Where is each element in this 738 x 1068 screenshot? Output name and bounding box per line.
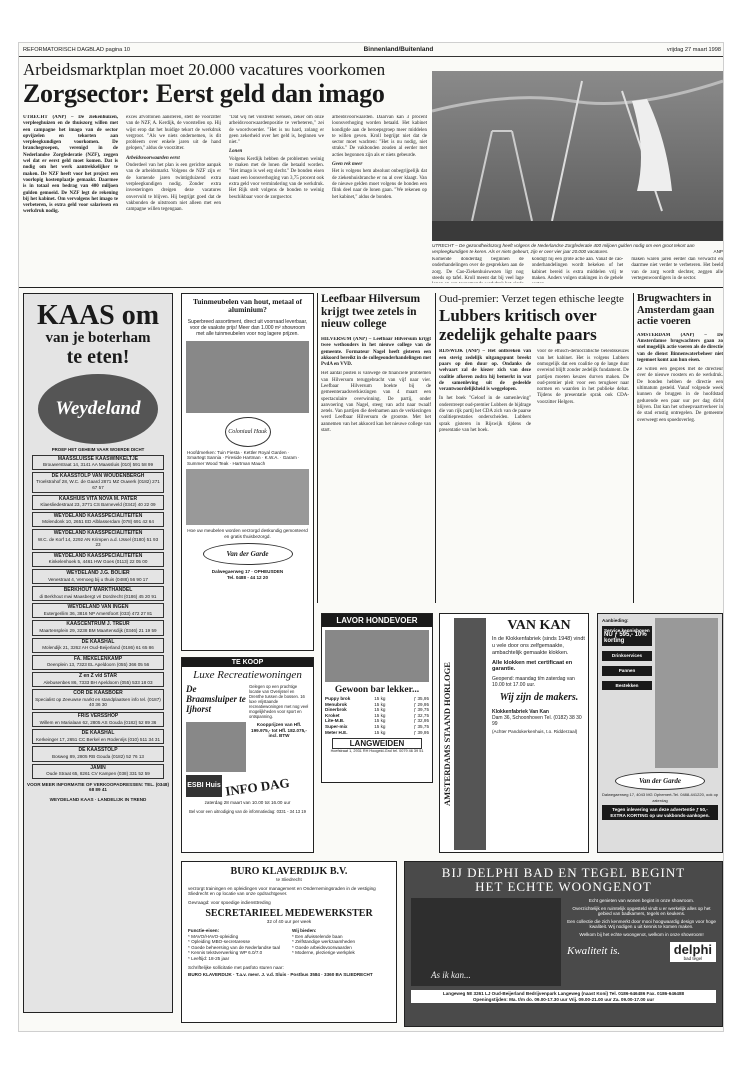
- lavor-cell-w: 15 kg: [374, 729, 386, 735]
- delphi-overlay: As ik kan...: [431, 970, 471, 980]
- delphi-text1: Echt genieten van wonen begint in onze showroom.: [588, 898, 695, 903]
- lavor-cell-p: ƒ 32,95: [413, 718, 429, 724]
- lavor-price-row: [322, 724, 432, 730]
- kaas-title1: KAAS om: [36, 300, 160, 331]
- kaas-store-lines: di Berkhout mwi Maasbergt vri Dordrecht (0186) 45 20 91: [39, 593, 157, 599]
- buro-apply: Schriftelijke sollicitatie met pasfoto sturen naar:: [188, 964, 284, 970]
- lavor-cell-w: 15 kg: [374, 718, 386, 724]
- kaas-store-entry: [32, 529, 164, 550]
- lubbers-kicker: Oud-premier: Verzet tegen ethische leegte: [439, 293, 624, 305]
- brugwachters-article: [637, 293, 723, 593]
- kaas-store-name: KAASCENTRUM J. TREUR: [66, 621, 130, 628]
- tuin-brands-list: Hoofdmerken: Tuin Fiesta · Kettler Royal Garden · Smartegt Sannia · Fireside Hartman · K.W.A. · Garam · Summer Wood Teak · Hartman Mauch: [187, 449, 300, 466]
- kaas-store-lines: Willem en Marialaan 62, 2805 AS Gouda (0182) 52 89 36: [39, 719, 157, 725]
- kaas-store-entry: [32, 455, 164, 470]
- luxe-title: Luxe Recreatiewoningen: [193, 669, 302, 681]
- lavor-tagline: Gewoon bar lekker...: [334, 685, 420, 695]
- buro-list-item: * Moderne, plezierige werkplek: [292, 950, 355, 956]
- kaas-store-entry: [32, 689, 164, 710]
- garden-furniture-photo: [186, 341, 309, 413]
- kaas-store-lines: Molendonk 10, 2651 ED Alblasserdam (078) 691 42 64: [42, 519, 154, 525]
- lead-col6: kondigt hij een grote actie aan. Vanaf de cao-onderhandelingen wordt bekeken of het kabinet bereid is extra middelen vrij te maken. Anders volgen stakingen in de gehele: [531, 257, 624, 281]
- kaas-store-lines: Molendijk 21, 3262 AH Oud-Beijerland (0186) 61 65 86: [42, 645, 154, 651]
- delphi-headline2: HET ECHTE WOONGENOT: [475, 879, 652, 894]
- lavor-cell-name: Puppy brok: [325, 696, 351, 701]
- photo-caption-text: UTRECHT – De gezondheidszorg heeft volgens de Nederlandse Zorgfederatie 400 miljoen gulden nodig om een groot tekort aan verpleegkundigen te keren. Als er niets gebeurt, zijn er over vier jaar 20.000 vacatures.: [432, 243, 695, 254]
- hilversum-article: [321, 293, 431, 593]
- kaas-store-lines: Kinkelenhoek 5, 4461 HW Goes (0113) 22 05 00: [48, 559, 148, 565]
- vankan-footer-name: Klokkenfabriek Van Kan: [492, 709, 549, 716]
- lavor-price-row: [322, 696, 432, 702]
- kaas-store-lines: Oeenplein 13, 7323 EL Apeldoorn (055) 366 05 56: [46, 662, 150, 668]
- buro-seeking: Gevraagd: voor spoedige indiensttreding: [188, 899, 271, 905]
- tuinmeubelen-advertisement: [181, 293, 314, 651]
- kaas-store-name: WEYDELAND KAASSPECIALITEITEN: [53, 529, 143, 536]
- buro-klaverdijk-advertisement: [181, 861, 397, 1023]
- header-left: REFORMATORISCH DAGBLAD pagina 10: [23, 46, 131, 53]
- delphi-advertisement: [404, 861, 723, 1027]
- kaas-store-entry: [32, 495, 164, 510]
- luxe-tekoop: TE KOOP: [182, 658, 313, 667]
- vankan-side: AMSTERDAMS STAAND HORLOGE: [442, 662, 452, 806]
- kaas-store-entry: [32, 638, 164, 653]
- hilversum-title: Leefbaar Hilversum krijgt twee zetels in nieuw college: [321, 293, 421, 331]
- buro-list-item: * Een afwisselende baan: [292, 933, 343, 939]
- buro-list-item: * Goede beheersing van de Nederlandse taal: [188, 944, 280, 950]
- porselein-promo-title: Service kennisboven: [604, 627, 650, 633]
- kaas-store-name: FA. MEKELENKAMP: [73, 655, 123, 662]
- buro-title: BURO KLAVERDIJK B.V.: [230, 866, 348, 877]
- lead-col3b: Volgens Kerdijk hebben de problemen weinig te maken met de lonen die betaald worden. "Het imago is wel erg slecht." De bonden eisen naast een loonsverhoging van 3,75 procent ook extra geld voor vermindering van de werkdruk. Het Rijk stelt volgens de bonden te weinig beschikbaar voor de zorgsector.: [229, 156, 324, 200]
- kaas-footer: VOOR MEER INFORMATIE OF VERKOOPADRESSEN: TEL. (0348) 68 89 41: [27, 781, 169, 793]
- kaas-store-entry: [32, 569, 164, 584]
- kaas-tagline: PROEF HET GEHEIM VAAR WOERDE DICHT: [51, 447, 145, 452]
- lavor-cell-name: Meter H.E.: [325, 729, 348, 735]
- delphi-brand: delphi: [673, 941, 712, 957]
- kaas-store-lines: Eutergerilim 36, 3816 NP Amersfoort (033) 472 27 81: [43, 610, 153, 616]
- kaas-store-entry: [32, 712, 164, 727]
- cheese-logo: [38, 374, 158, 444]
- lead-col4: arbeidsvoorwaarden. Daarvan kan 3 procent loonsverhoging worden betaald. Het kabinet kondigde aan de beroepsgroep meer middelen te willen geven. Kroll begrijpt niet dat de sector moet wachten: "Het is nu nodig, niet straks." De vakbonden zouden al eerder met acties begonnen zijn als er niets gebeurde.: [332, 115, 427, 158]
- kaas-store-name: WEYDELAND VAN INGEN: [67, 604, 129, 611]
- buro-list-item: * Zelfstandige werkzaamheden: [292, 939, 356, 945]
- lavor-cell-name: Kroket: [325, 712, 340, 718]
- lead-headline: Zorgsector: Eerst geld dan imago: [23, 79, 385, 108]
- kaas-bottom: WEYDELAND KAAS · LANDELIJK IN TREND: [49, 796, 147, 802]
- porselein-addr: Dalwegaerweg 17, 4043 MG Ophemert-Tel. 0488-441220, ook op zaterdag: [601, 792, 719, 803]
- lubbers-title: Lubbers kritisch over zedelijk gehalte paars: [439, 306, 597, 344]
- dogs-photo: [325, 630, 429, 682]
- kaas-brand: Weydeland: [55, 398, 141, 419]
- kaas-store-entry: [32, 620, 164, 635]
- kaas-store-entry: [32, 603, 164, 618]
- luxe-body: Gelegen op een prachtige locatie van Overijssel en Drenthe tussen de bossen. 16 luxe vrijstaande recreatiewoningen met nog veel mogelijkheden voor sport en ontspanning.: [249, 684, 309, 719]
- kaas-store-lines: Klaesliedestraat 23, 3771 CS Barneveld (0342) 40 22 09: [40, 502, 156, 508]
- luxe-prices: Koopprijzen van Hfl. 199.975,- tot Hfl. 182.075,- incl. BTW: [251, 722, 307, 739]
- luxe-sub: De Braamsluiper te Ijhorst: [186, 684, 246, 714]
- tuin-open: Dalwegaerweg 17 · OPHEUSDEN: [211, 569, 284, 575]
- lavor-cell-p: ƒ 29,95: [413, 701, 429, 707]
- lead-col5: Komende donderdag beginnen de onderhandelingen over de gesprekken aan de zorg. De Cao-Ziekenhuiswezen ligt nog steeds op tafel. Kroll meent dat bij veel lage: [432, 257, 524, 281]
- kaas-store-entry: [32, 764, 164, 779]
- lead-col4-subhead: Geen rek meer: [332, 162, 363, 168]
- lavor-cell-p: ƒ 32,75: [413, 712, 429, 718]
- luxe-infodag: INFO DAG: [224, 774, 291, 799]
- lavor-advertisement: [321, 613, 433, 783]
- porselein-tag: Pannen: [602, 666, 652, 676]
- kaas-store-name: MAASSLUISSE KAASWINKELTJE: [57, 455, 139, 462]
- lavor-cell-p: ƒ 39,95: [413, 729, 429, 735]
- lubbers-col2: voor de ethisch-democratische beleidskeuzes van het kabinet. Het is volgens Lubbers onmogelijk dat een coalitie op de lange duur overeind blijft zonder zedelijk fundament. De partijen moeten keuzes durven maken. De oud-premier pleit voor een terugkeer naar normen en waarden in het publieke debat. Tijdens de presentatie sprak ook CDA-voorzitter Helgers.: [537, 349, 629, 405]
- kaas-store-lines: Alebusenbes 86, 7333 BH Apeldoorn (055) 533 18 03: [43, 679, 153, 685]
- lead-col3: "Dat wij het volstrekt wensen, zeker om onze arbeidsvoorwaardenpositie te verbeteren," zei de woordvoerder. "Het is nu hard, zolang er geen zekerheid over het geld is, beginnen we niet.": [229, 115, 324, 146]
- vankan-body1: In de Klokkenfabriek (sinds 1948) vindt u vele door ons zelfgemaakte, ambachtelijk gemaakte klokken.: [492, 636, 585, 656]
- kaas-store-name: DE KAASHAL: [81, 638, 115, 645]
- kaas-store-name: DE KAASSTOLP: [78, 747, 118, 754]
- kaas-store-entry: [32, 672, 164, 687]
- luxe-infodag-when: zaterdag 28 maart van 10.00 tot 16.00 uur: [204, 800, 291, 805]
- kaas-store-entry: [32, 512, 164, 527]
- delphi-hours: Openingstijden: Ma. t/m do. 09.00-17.30 uur Vrij. 09.00-21.00 uur Za. 09.00-17.00 uur: [472, 996, 655, 1002]
- brugwachters-body: Ze willen een gesprek met de directeur over de nieuwe roosters en de werkdruk. De bonden hebben de directie een ultimatum gesteld. Vanaf volgende week kunnen de bruggen in de hoofdstad gedurende een paar uur per dag dicht blijven. Dat kan het scheepvaartverkeer in de stad ernstig ontregelen. De gemeente overweegt een spoedoverleg.: [637, 367, 723, 423]
- lavor-addr: Hoefstraat 1, 2931 RH Hoogeld-Grol tel. 0079 46 39 51: [330, 749, 424, 754]
- buro-offer-list: [292, 934, 390, 956]
- kaas-store-entry: [32, 586, 164, 601]
- vankan-footer-addr: Dam 36, Schoonhoven Tel. (0182) 38 30 99: [492, 715, 582, 728]
- buro-list-item: * MAVO/HAVO-opleiding: [188, 933, 239, 939]
- luxe-contact: Bel voor een uitnodiging van de informatiedag: 0331 - 34 13 19: [189, 808, 306, 814]
- brugwachters-lede: AMSTERDAM (ANP) – De Amsterdamse brugwachters gaan zo snel mogelijk actie voeren als de directie van de dienst Binnenwaterbeheer niet tegemoet komt aan hun eisen.: [637, 332, 723, 363]
- tuin-note: Hoe uw meubelen worden verzorgd deskundig gemonteerd en gratis thuisbezorgd.: [187, 528, 308, 539]
- lavor-cell-w: 15 kg: [374, 712, 386, 718]
- kaas-store-name: WEYDELAND J.G. BOLIER: [66, 569, 130, 576]
- kaas-store-lines: Kerkeinger 17, 2651 CC Berkel en Rodenrijs (010) 511 34 31: [35, 736, 161, 742]
- kaas-advertisement: [23, 293, 173, 1013]
- lavor-cell-w: 15 kg: [374, 696, 386, 701]
- brugwachters-title: Brugwachters in Amsterdam gaan actie voeren: [637, 293, 715, 328]
- hilversum-body: Het aantal posten is vanwege de financiële problemen van Hilversum teruggebracht van vijf naar vier. Leefbaar Hilversum boekte bij de gemeenteraadsverkiezingen van 4 maart een spectaculaire overwinning. De partij, onder aanvoering van Nagel, steeg van acht naar twaalf zetels. Van partijen die deelnamen aan de verkiezingen werd Leefbaar Hilversum de grootste. Met het aannemen van het akkoord kan het nieuwe college van start.: [321, 371, 431, 434]
- lavor-cell-p: ƒ 35,75: [413, 723, 429, 729]
- kaas-store-name: WEYDELAND KAASSPECIALITEITEN: [53, 552, 143, 559]
- patio-photo: [186, 469, 309, 525]
- buro-location: te Sliedrecht: [276, 877, 302, 882]
- lavor-cell-w: 15 kg: [374, 723, 386, 729]
- porselein-footer: Tegen inlevering van deze advertentie ƒ 50,- EXTRA KORTING op uw vakbonds-aankopen.: [602, 805, 718, 820]
- vankan-motto: Wij zijn de makers.: [499, 692, 579, 704]
- kaas-store-entry: [32, 729, 164, 744]
- kaas-store-name: DE KAASSTOLP VAN WOUDENBERGH: [51, 472, 145, 479]
- buro-hours: 32 of 40 uur per week: [266, 919, 312, 925]
- kaas-title3: te eten!: [66, 346, 130, 368]
- kaas-store-entry: [32, 746, 164, 761]
- delphi-text2: Overzichtelijk en ruimtelijk opgesteld vindt u er werkelijk alles op het gebied van badkamers, tegels en keukens.: [572, 905, 711, 917]
- tuin-title: Tuinmeubelen van hout, metaal of aluminium?: [192, 297, 303, 315]
- tuin-shop-logo: Van der Garde: [203, 543, 293, 565]
- lavor-cell-p: ƒ 35,95: [413, 696, 429, 701]
- lubbers-article: [439, 293, 629, 593]
- kaas-store-name: JAMIN: [90, 764, 106, 771]
- lavor-price-row: [322, 707, 432, 713]
- buro-list-item: * Goede arbeidsvoorwaarden: [292, 944, 352, 950]
- delphi-headline1: BIJ DELPHI BAD EN TEGEL BEGINT: [441, 865, 686, 880]
- lead-col2: exces afvoltonen aansteren, stelt de voorzitter van de NZF, A. Kerdijk, de voorstellen op. Hij wijst erop dat het huidige tekort de werkdruk vergroot. "Als we niets ondernemen, is dit probleem over enkele jaren uit de hand gelopen," aldus de voorzitter.: [126, 115, 221, 152]
- header-section: Binnenland/Buitenland: [363, 46, 434, 53]
- lavor-shop: LANGWEIDEN: [332, 738, 422, 749]
- delphi-brand-sub: bad tegel: [683, 955, 703, 961]
- lead-col4b: Het is volgens hem absoluut onbegrijpelijk dat de ziekenhuisbranche er nu al over klaagt. Van de nieuwe gelden moet volgens de bonden een flink deel naar de lonen gaan. "We rekenen op het kabinet," aldus de bonden.: [332, 169, 427, 200]
- lavor-cell-name: Dinerbrok: [325, 707, 347, 713]
- buro-col2-title: Wij bieden:: [292, 927, 317, 933]
- kaas-store-lines: Troelstrahof 28, W.C. de Gaard 2871 MZ Ouwerk (0182) 271 67 57: [36, 479, 160, 490]
- hilversum-lede: HILVERSUM (ANP) – Leefbaar Hilversum krijgt twee wethouders in het nieuwe college van de gemeente. Formateur Nagel heeft gisteren een akkoord bereikt in de collegeonderhandelingen met PvdA en VVD.: [321, 336, 431, 368]
- kaas-store-name: COR DE KAASBOER: [73, 690, 123, 697]
- lavor-cell-name: Lite-M.B.: [325, 718, 345, 724]
- porselein-tags: [602, 651, 652, 690]
- kaas-store-lines: Specialist op Zeeuwse markt en standplaatsen info tel. (0187) 40 36 30: [35, 696, 161, 708]
- vankan-open: Geopend: maandag t/m zaterdag van 10.00 tot 17.00 uur.: [492, 676, 575, 689]
- lead-col7: maken waren jaren eerder dan verwacht en daarmee niet verder te verbeteren. Het beeld van de zorg wordt slechter, zeggen alle vertegenwoordigers in de sector.: [631, 257, 724, 281]
- vankan-body2: Alle klokken met certificaat en garantie.: [492, 660, 573, 673]
- lead-col2-subhead: Arbeidsvoorwaarden eerst: [126, 155, 180, 161]
- tuin-tel: Tel. 0488 - 44 12 20: [226, 575, 269, 581]
- porselein-tag: Drinkservices: [602, 651, 652, 661]
- tuin-brand: Coloniaal Hauk: [225, 417, 271, 447]
- lead-col2b: Onderdeel van het plan is een gerichte aanpak van de arbeidsmarkt. Volgens de NZF zijn er de komende jaren twintigduizend extra verpleegkundigen nodig. Zonder extra investeringen dreigen deze vacatures onvervuld te blijven. Hij begrijpt goed dat de vakbonden de uitstroom niet alleen met een campagne willen tegengaan.: [126, 163, 221, 213]
- kaas-store-lines: Bosweg 89, 2805 RB Gouda (0182) 52 76 13: [52, 753, 144, 759]
- kaas-store-name: BERKHOUT MARKTHANDEL: [63, 587, 133, 594]
- vankan-footer-note: (Achter Pandokerkenhuis, t.o. Ridderzaal): [492, 729, 578, 735]
- delphi-quality: Kwaliteit is.: [567, 945, 621, 958]
- kaas-store-lines: Brouwerstraat 14, 3141 AA Maassluis (010) 591 58 99: [42, 462, 154, 468]
- buro-list-item: * Opleiding MBO-secretaresse: [188, 939, 251, 945]
- porselein-tag: Bestekken: [602, 681, 652, 691]
- lead-body: [23, 115, 427, 283]
- kaas-store-name: DE KAASHAL: [81, 730, 115, 737]
- lavor-price-row: [322, 730, 432, 736]
- buro-list-item: * Kennis tekstverwerking WP 6.0/7.0: [188, 950, 263, 956]
- porselein-label: Aanbieding:: [602, 618, 629, 623]
- lavor-cell-w: 15 kg: [374, 701, 386, 707]
- lavor-price-table: [322, 696, 432, 735]
- lavor-title: LAVOR HONDEVOER: [322, 614, 432, 627]
- delphi-address: Langeweg 5E 3261 LJ Oud-Beijerland Bedrijvenpark Langeweg (naast Koni) Tel. 0186-646486 Fax. 0186-646488: [442, 991, 685, 996]
- lead-photo: [432, 71, 723, 241]
- recreatiewoningen-advertisement: [181, 657, 314, 853]
- newspaper-page: [18, 42, 724, 1032]
- lavor-cell-name: Menubrok: [325, 701, 347, 707]
- kaas-store-entry: [32, 655, 164, 670]
- kaas-title2: van je boterham: [45, 330, 151, 346]
- buro-addr: BURO KLAVERDIJK · T.a.v. mevr. J. v.d. Sluis · Postbus 3584 · 3360 BA SLIEDRECHT: [188, 972, 373, 978]
- luxe-agent: ESBI Huis: [186, 775, 222, 797]
- lavor-cell-name: Super-mix: [325, 723, 348, 729]
- lavor-cell-w: 15 kg: [374, 707, 386, 713]
- lavor-cell-p: ƒ 39,75: [413, 707, 429, 713]
- kaas-store-name: Z en Z v/d STAR: [79, 673, 117, 680]
- delphi-text3: Een collectie die zich kenmerkt door mooi hoogwaardig design voor hoge kwaliteit. Wij nodigen u uit kennis te komen maken.: [567, 918, 716, 930]
- kaas-store-list: [24, 455, 172, 779]
- kaas-store-lines: Maartensplein 29, 3238 BM Maartensdijk (0346) 21 19 59: [39, 628, 157, 634]
- vankan-title: VAN KAN: [507, 618, 571, 633]
- bathroom-photo: [411, 898, 561, 986]
- lead-col1: UTRECHT (ANP) – De ziekenhuizen, verpleeghuizen en de thuiszorg willen met een campagne het imago van de sector opvijzelen en tekorten aan verpleegkundigen voorkomen. De branchegroepen, verenigd in de Nederlandse Zorgfederatie (NZF), zeggen wel dat er eerst geld moet komen. Dat is nodig om het werk aantrekkelijker te maken. De NZF heeft voor het project een voorlopig kostenplaatje gemaakt. Daarmee is in totaal een bedrag van 400 miljoen gulden gemoeid. De NZF legt de rekening bij het kabinet. Om vervolgens het imago te verbeteren, is extra geld voor salarissen en werkdruk nodig.: [23, 115, 118, 215]
- lead-kicker: Arbeidsmarktplan moet 20.000 vacatures voorkomen: [23, 60, 386, 79]
- buro-intro: verzorgt trainingen en opleidingen voor management en Ondernemingsraden in de vestiging Sliedrecht en op locatie van onze opdrachtgever.: [188, 885, 376, 897]
- kaas-store-name: KAASHUIS VITA NOVA M. PATER: [58, 495, 138, 502]
- photo-credit: ANP: [713, 248, 723, 254]
- porselein-promo-lines: NU ƒ 595,- 10% korting: [604, 632, 647, 644]
- drip-photo-image: [432, 71, 723, 241]
- delphi-text4: Welkom bij het echte woongenot, welkom in onze showroom!: [579, 931, 704, 937]
- kaas-store-name: WEYDELAND KAASSPECIALITEITEN: [53, 512, 143, 519]
- buro-col1-title: Functie-eisen:: [188, 927, 220, 933]
- lead-body-continued: [432, 257, 723, 283]
- kaas-store-lines: Venestraat 4, Vernoeg bij u thuis (0488) 56 90 17: [48, 576, 148, 582]
- kaas-store-lines: W.C. de Korf 14, 2292 AN Krimpen a.d. IJssel (0180) 51 93 23: [37, 536, 159, 548]
- page-header: [19, 43, 724, 57]
- lubbers-lede: RIJSWIJK (ANP) – Het ontbreken van een stevig zedelijk uitgangspunt breekt paars op den duur op. Ondanks de welvaart zal de kiezer zich van deze coalitie afkeren zodra hij bemerkt in wat de samenleving uit de gedeelde verantwoordelijkheid is weggelopen.: [439, 349, 531, 393]
- kaas-store-name: FRIS VERSSHOP: [77, 713, 119, 719]
- tuin-body: Superbreed assortiment, direct uit voorraad leverbaar, voor de vaakste prijs! Meer dan 1.000 m² showroom met alle tuinmeubelen voor nog lagere prijzen.: [187, 318, 308, 337]
- kaas-store-lines: Oude Straat 65, 8261 CV Kampen (038) 331 52 59: [46, 771, 150, 777]
- grandfather-clock-image: [454, 618, 486, 850]
- buro-list-item: * Leeftijd: 18-25 jaar: [188, 955, 230, 961]
- porselein-advertisement: [597, 613, 723, 853]
- buro-position: SECRETARIEEL MEDEWERKSTER: [205, 908, 373, 920]
- vankan-advertisement: [439, 613, 589, 853]
- buro-requirements-list: [188, 934, 286, 962]
- header-date: vrijdag 27 maart 1998: [666, 46, 721, 53]
- house-photo: [186, 722, 246, 772]
- lubbers-body: In het boek "Geloof in de samenleving" onderstreept oud-premier Lubbers de bijdrage die van rijk partij het CDA zich van de paarse coalitieprestaties onderscheiden. Lubbers sprak gisteren in Rijswijk tijdens de presentatie van het boek.: [439, 396, 531, 433]
- kaas-store-entry: [32, 472, 164, 493]
- photo-caption: [432, 243, 723, 254]
- china-photo: [655, 618, 718, 768]
- kaas-store-entry: [32, 552, 164, 567]
- lead-col3-subhead: Lonen: [229, 149, 243, 155]
- porselein-shop: Van der Garde: [615, 772, 705, 790]
